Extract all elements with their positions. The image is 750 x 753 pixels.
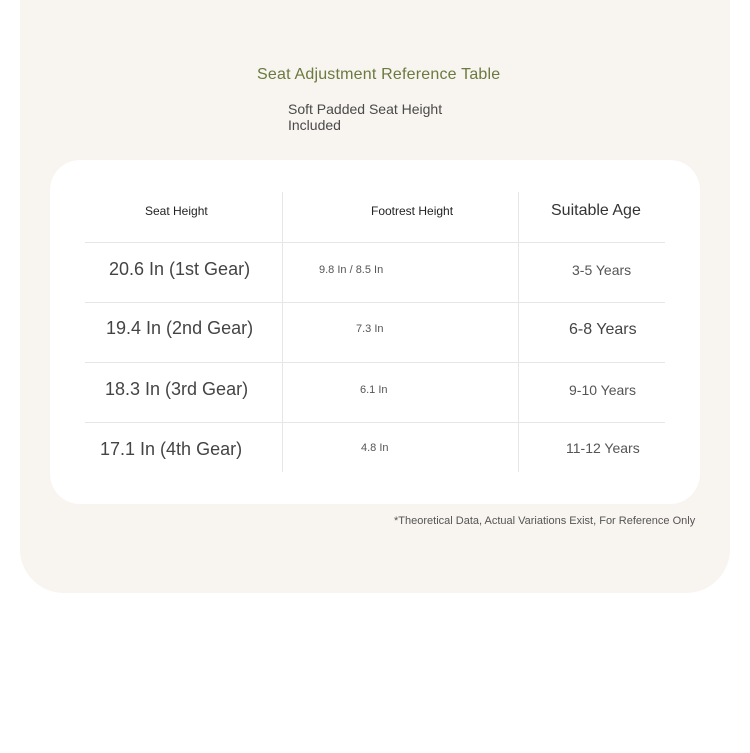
row-divider — [85, 242, 665, 243]
header-suitable-age: Suitable Age — [551, 202, 641, 219]
column-divider — [518, 192, 519, 472]
table-cell-seat-height: 17.1 In (4th Gear) — [100, 439, 243, 459]
column-divider — [282, 192, 283, 472]
page-title: Seat Adjustment Reference Table — [257, 66, 501, 83]
table-cell-seat-height: 18.3 In (3rd Gear) — [105, 379, 249, 399]
page-subtitle: Soft Padded Seat Height Included — [288, 101, 443, 133]
table-cell-footrest-height: 9.8 In / 8.5 In — [319, 264, 384, 276]
table-cell-seat-height: 20.6 In (1st Gear) — [109, 259, 251, 279]
reference-table — [50, 160, 700, 504]
table-cell-suitable-age: 6-8 Years — [569, 321, 637, 338]
table-cell-footrest-height: 4.8 In — [361, 442, 389, 454]
table-cell-suitable-age: 9-10 Years — [569, 382, 636, 398]
table-cell-footrest-height: 7.3 In — [356, 323, 384, 335]
table-cell-seat-height: 19.4 In (2nd Gear) — [106, 318, 254, 338]
row-divider — [85, 302, 665, 303]
footnote: *Theoretical Data, Actual Variations Exist, For Reference Only — [394, 515, 696, 527]
header-footrest-height: Footrest Height — [371, 204, 454, 218]
header-seat-height: Seat Height — [145, 204, 208, 218]
table-cell-footrest-height: 6.1 In — [360, 384, 388, 396]
row-divider — [85, 362, 665, 363]
table-cell-suitable-age: 3-5 Years — [572, 262, 632, 278]
table-cell-suitable-age: 11-12 Years — [566, 440, 640, 456]
row-divider — [85, 422, 665, 423]
